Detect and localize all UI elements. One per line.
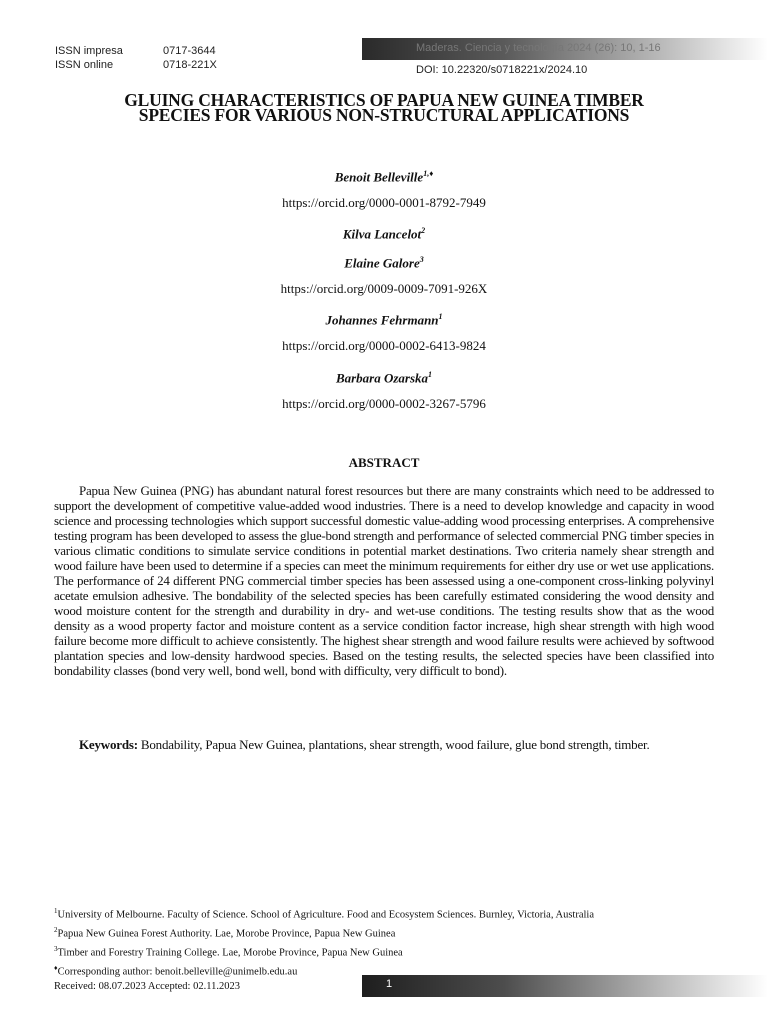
paper-title [40, 90, 728, 125]
keywords-label: Keywords: [79, 737, 138, 752]
author-name: Johannes Fehrmann [325, 312, 439, 328]
footnote-text: Timber and Forestry Training College. Lae, Morobe Province, Papua New Guinea [57, 947, 403, 959]
keywords-text: Bondability, Papua New Guinea, plantations, shear strength, wood failure, glue bond strength, timber. [137, 737, 650, 752]
author-affiliation-sup: 1 [428, 369, 433, 379]
author-orcid[interactable]: https://orcid.org/0000-0002-6413-9824 [282, 338, 486, 354]
footnote-text: Papua New Guinea Forest Authority. Lae, Morobe Province, Papua New Guinea [57, 928, 396, 940]
title-line-2: SPECIES FOR VARIOUS NON-STRUCTURAL APPLICATIONS [138, 105, 630, 125]
journal-citation: Maderas. Ciencia y tecnología 2024 (26): 10, 1-16 [416, 42, 661, 54]
author-name: Kilva Lancelot [342, 226, 422, 242]
footnote [54, 904, 594, 923]
title-line-1: GLUING CHARACTERISTICS OF PAPUA NEW GUINEA TIMBER [124, 90, 644, 110]
issn-online-value: 0718-221X [163, 59, 217, 71]
footnote [54, 942, 594, 961]
author-list [0, 166, 768, 424]
author-name: Barbara Ozarska [335, 370, 429, 386]
author-orcid[interactable]: https://orcid.org/0009-0009-7091-926X [280, 280, 488, 296]
keywords [54, 737, 714, 752]
doi: DOI: 10.22320/s0718221x/2024.10 [416, 64, 588, 76]
author-name: Benoit Belleville [334, 169, 424, 185]
author-orcid[interactable]: https://orcid.org/0000-0002-3267-5796 [282, 395, 486, 411]
issn-online-label: ISSN online [55, 59, 114, 71]
footnote-marker: 2 [54, 926, 58, 934]
abstract-heading: ABSTRACT [348, 455, 420, 470]
author-name: Elaine Galore [344, 255, 420, 271]
page-number: 1 [386, 978, 393, 990]
abstract-text: Papua New Guinea (PNG) has abundant natural forest resources but there are many constraints which need to be addressed to support the development of competitive value-added wood industries. There is a need to develop knowledge and capacity in wood science and processing technologies which support successful domestic value-adding wood processing enterprises. A comprehensive testing program has been developed to assess the glue-bond strength and performance of selected commercial PNG timber species in various climatic conditions to simulate service conditions in potential market destinations. Two criteria namely shear strength and wood failure have been used to determine if a species can meet the minimum requirements for either dry use or wet use applications. The performance of 24 different PNG commercial timber species has been assessed using a one-component cross-linking polyvinyl acetate emulsion adhesive. The bondability of the selected species has been carefully estimated considering the wood density and wood moisture content for the strength and durability in dry- and wet-use conditions. The testing results show that as the wood density as a wood property factor and moisture content as a service condition factor increase, high shear strength with high wood failure become more difficult to achieve consistently. The highest shear strength and wood failure results were achieved by softwood plantation species and low-density hardwood species. Based on the testing results, the selected species have been classified into bondability classes (bond very well, bond well, bond with difficulty, very difficult to bond). [54, 483, 714, 678]
author-affiliation-sup: 1,♦ [423, 169, 434, 178]
issn-print-label: ISSN impresa [55, 45, 123, 57]
footnote [54, 923, 594, 942]
footnote-marker: ♦ [54, 964, 58, 972]
author-affiliation-sup: 3 [419, 255, 424, 265]
author-orcid[interactable]: https://orcid.org/0000-0001-8792-7949 [282, 194, 486, 210]
footnote-marker: 3 [54, 945, 58, 953]
footnote-text: University of Melbourne. Faculty of Science. School of Agriculture. Food and Ecosystem Sciences. Burnley, Victoria, Australia [57, 909, 595, 921]
footnote-text: Corresponding author: benoit.belleville@unimelb.edu.au [57, 966, 298, 978]
page-footer-bar [362, 975, 768, 997]
received-accepted: Received: 08.07.2023 Accepted: 02.11.2023 [54, 981, 240, 992]
footnote-marker: 1 [54, 907, 58, 915]
author-affiliation-sup: 1 [438, 312, 443, 322]
author-affiliation-sup: 2 [421, 226, 426, 236]
issn-print-value: 0717-3644 [163, 45, 216, 57]
issn-block [55, 44, 217, 72]
